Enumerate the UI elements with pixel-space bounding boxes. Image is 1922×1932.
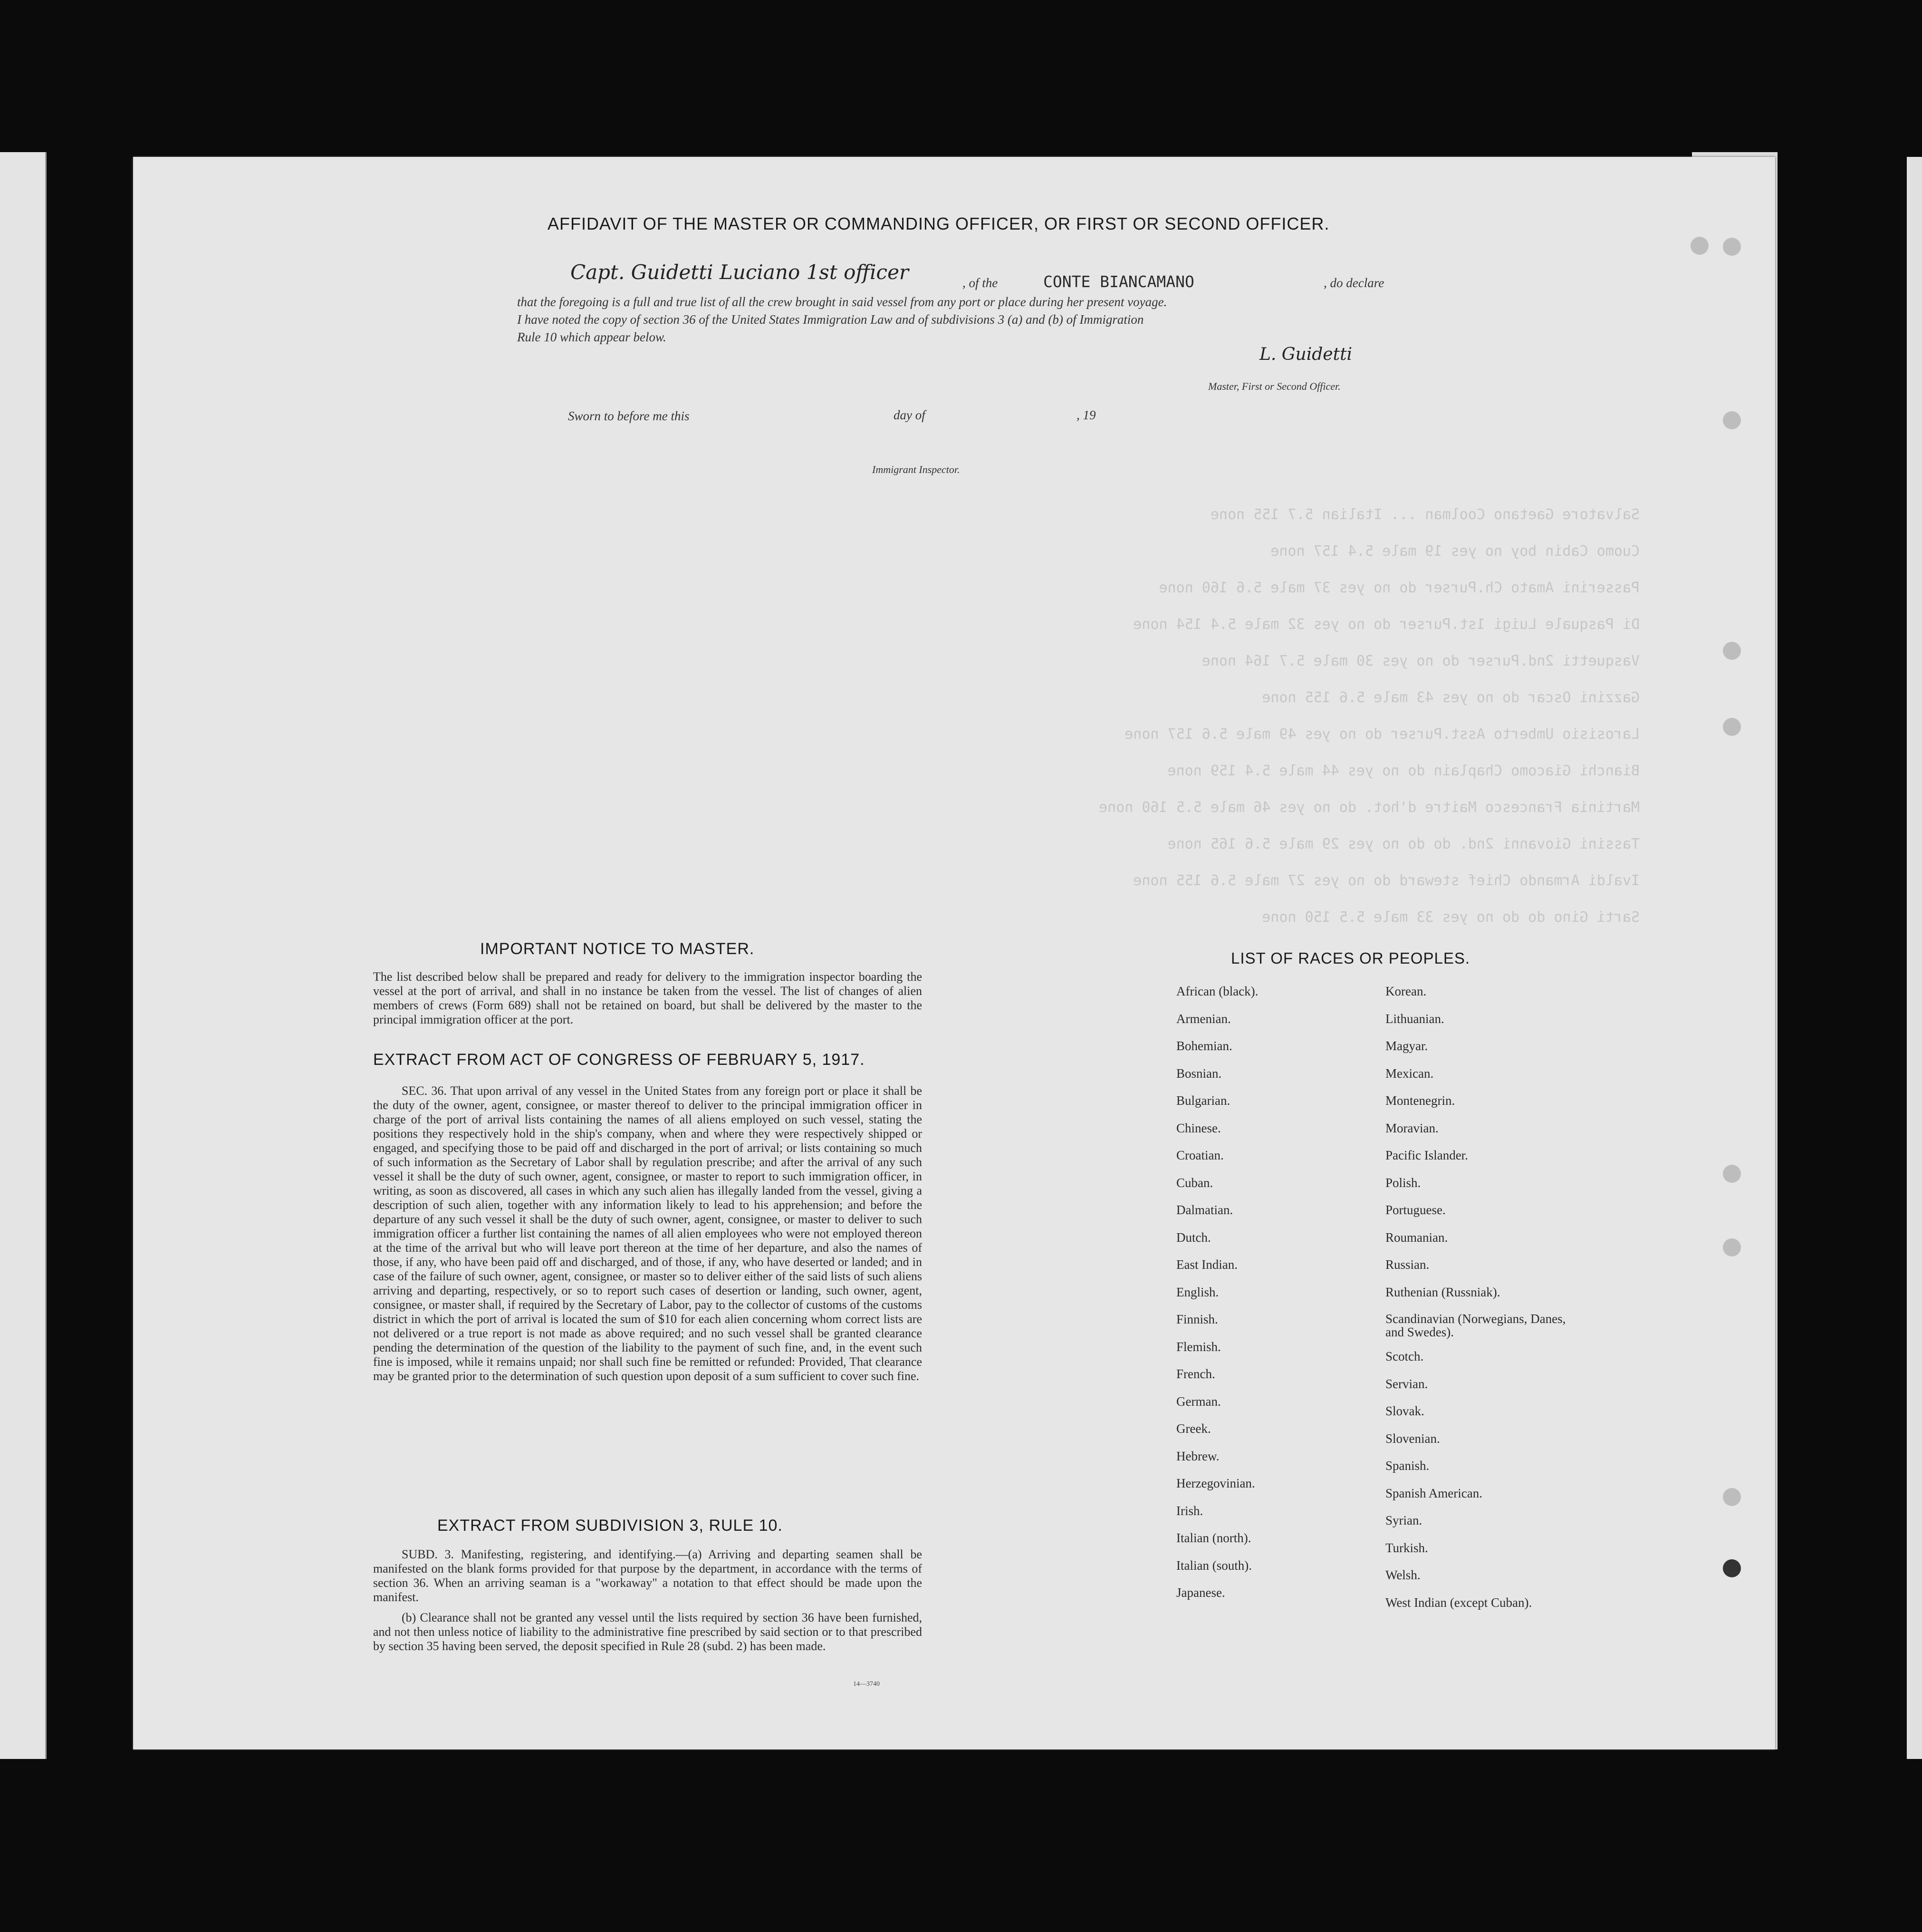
race-entry: Finnish.	[1176, 1312, 1218, 1326]
race-entry: West Indian (except Cuban).	[1385, 1595, 1532, 1610]
race-entry: Ruthenian (Russniak).	[1385, 1285, 1500, 1299]
race-entry: Roumanian.	[1385, 1230, 1448, 1245]
race-entry: Moravian.	[1385, 1121, 1439, 1135]
ship-name: CONTE BIANCAMANO	[1043, 272, 1194, 291]
punch-hole	[1723, 642, 1741, 660]
race-entry: Japanese.	[1176, 1585, 1225, 1600]
race-entry: Italian (north).	[1176, 1531, 1251, 1545]
race-entry: Irish.	[1176, 1503, 1203, 1518]
race-entry: Cuban.	[1176, 1175, 1213, 1190]
race-entry: Hebrew.	[1176, 1449, 1220, 1463]
race-entry: Spanish American.	[1385, 1486, 1482, 1500]
of-the-label: , of the	[962, 276, 998, 290]
race-entry: Montenegrin.	[1385, 1093, 1455, 1108]
race-entry: Bulgarian.	[1176, 1093, 1230, 1108]
affidavit-title: AFFIDAVIT OF THE MASTER OR COMMANDING OFFICER, OR FIRST OR SECOND OFFICER.	[548, 214, 1330, 233]
race-entry: Russian.	[1385, 1257, 1430, 1272]
punch-hole	[1723, 1238, 1741, 1256]
act-heading: EXTRACT FROM ACT OF CONGRESS OF FEBRUARY 5, 1917.	[373, 1051, 865, 1069]
bleed-through-row: Bianchi Giacomo Chaplain do no yes 44 male 5.4 159 none	[1167, 763, 1640, 779]
punch-hole	[1723, 1165, 1741, 1183]
race-entry: French.	[1176, 1367, 1215, 1381]
race-entry: Bohemian.	[1176, 1039, 1232, 1053]
bleed-through-row: Ivaldi Armando Chief steward do no yes 27 male 5.6 155 none	[1133, 872, 1640, 889]
year-label: , 19	[1076, 408, 1096, 422]
bleed-through-row: Di Pasquale Luigi 1st.Purser do no yes 32 male 5.4 154 none	[1133, 616, 1640, 633]
act-text: SEC. 36. That upon arrival of any vessel in the United States from any foreign port or place it shall be the duty of the owner, agent, consignee, or master thereof to deliver to the principal immigration officer in charge of the port of arrival lists containing the names of all aliens employed on such vessel, stating the positions they respectively hold in the ship's company, when and where they were respectively shipped or engaged, and specifying those to be paid off and discharged in the port of arrival; or lists containing so much of such information as the Secretary of Labor shall by regulation prescribe; and after the arrival of any such vessel it shall be the duty of such owner, agent, consignee, or master to report to such immigration officer, in writing, as soon as discovered, all cases in which any such alien has illegally landed from the vessel, giving a description of such alien, together with any information likely to lead to his apprehension; and before the departure of any such vessel it shall be the duty of such owner, agent, consignee, or master to deliver to such immigration officer a further list containing the names of all alien employees who were not employed thereon at the time of the arrival but who will leave port thereon at the time of her departure, and also the names of those, if any, who have been paid off and discharged, and of those, if any, who have deserted or landed; and in case of the failure of such owner, agent, consignee, or master so to deliver either of the said lists of such aliens arriving and departing, respectively, or so to report such cases of desertion or landing, such owner, agent, consignee, or master shall, if required by the Secretary of Labor, pay to the collector of customs of the customs district in which the port of arrival is located the sum of $10 for each alien concerning whom correct lists are not delivered or a true report is not made as above required; and no such vessel shall be granted clearance pending the determination of the question of the liability to the payment of such fine, and, in the event such fine is imposed, while it remains unpaid; nor shall such fine be remitted or refunded: Provided, That clearance may be granted prior to the determination of such question upon deposit of a sum sufficient to cover such fine.	[373, 1084, 922, 1383]
race-entry: Chinese.	[1176, 1121, 1221, 1135]
affidavit-line-3: Rule 10 which appear below.	[517, 330, 666, 344]
punch-hole	[1723, 1559, 1741, 1577]
adjacent-page-right	[1907, 157, 1922, 1759]
bleed-through-row: Passerini Amato Ch.Purser do no yes 37 male 5.6 160 none	[1159, 580, 1640, 596]
rule-para-b: (b) Clearance shall not be granted any vessel until the lists required by section 36 have been furnished, and not then unless notice of liability to the administrative fine prescribed by said section or to that prescribed by section 35 having been served, the deposit specified in Rule 28 (subd. 2) has been made.	[373, 1611, 922, 1653]
punch-hole	[1723, 718, 1741, 736]
sworn-label: Sworn to before me this	[568, 409, 690, 423]
race-entry: East Indian.	[1176, 1257, 1238, 1272]
race-entry: Scotch.	[1385, 1349, 1424, 1363]
punch-hole	[1723, 1488, 1741, 1506]
race-entry: German.	[1176, 1394, 1221, 1409]
race-entry: Dutch.	[1176, 1230, 1211, 1245]
race-entry: Bosnian.	[1176, 1066, 1222, 1081]
do-declare-label: , do declare	[1324, 276, 1384, 290]
race-entry: Slovak.	[1385, 1404, 1424, 1418]
punch-hole	[1723, 238, 1741, 256]
rule-para-a: SUBD. 3. Manifesting, registering, and identifying.—(a) Arriving and departing seamen shall be manifested on the blank forms provided for that purpose by the department, in accordance with the terms of section 36. When an arriving seaman is a "workaway" a notation to that effect should be made upon the manifest.	[373, 1547, 922, 1604]
rule-heading: EXTRACT FROM SUBDIVISION 3, RULE 10.	[437, 1517, 783, 1535]
bleed-through-row: Vasquetti 2nd.Purser do no yes 30 male 5.7 164 none	[1201, 653, 1640, 669]
bleed-through-row: Sarti Gino do do no yes 33 male 5.5 150 none	[1262, 909, 1640, 926]
race-entry: Scandinavian (Norwegians, Danes, and Swedes).	[1385, 1312, 1566, 1339]
bleed-through-row: Tassini Giovanni 2nd. do do no yes 29 male 5.6 165 none	[1167, 836, 1640, 852]
race-entry: Armenian.	[1176, 1011, 1231, 1026]
race-entry: Welsh.	[1385, 1568, 1421, 1582]
master-signature: L. Guidetti	[1259, 345, 1353, 364]
bleed-through-row: Salvatore Gaetano Coolman ... Italian 5.7 155 none	[1210, 506, 1640, 523]
bleed-through-row: Larosisio Umberto Asst.Purser do no yes 49 male 5.6 157 none	[1124, 726, 1640, 743]
notice-heading: IMPORTANT NOTICE TO MASTER.	[480, 940, 755, 958]
bleed-through-row: Martinia Francesco Maitre d'hot. do no yes 46 male 5.5 160 none	[1099, 799, 1640, 816]
race-entry: Greek.	[1176, 1421, 1211, 1436]
crew-list-page	[133, 157, 1775, 1749]
races-heading: LIST OF RACES OR PEOPLES.	[1231, 949, 1470, 967]
form-number: 14—3740	[853, 1681, 880, 1688]
race-entry: Croatian.	[1176, 1148, 1224, 1162]
race-entry: English.	[1176, 1285, 1219, 1299]
notice-text: The list described below shall be prepared and ready for delivery to the immigration inspector boarding the vessel at the port of arrival, and shall in no instance be taken from the vessel. The list of changes of alien members of crews (Form 689) shall not be retained on board, but shall be delivered by the master to the principal immigration officer at the port.	[373, 970, 922, 1026]
race-entry: Dalmatian.	[1176, 1203, 1233, 1217]
race-entry: Magyar.	[1385, 1039, 1428, 1053]
inspector-caption: Immigrant Inspector.	[872, 464, 960, 475]
race-entry: Polish.	[1385, 1175, 1421, 1190]
affidavit-line-1: that the foregoing is a full and true list of all the crew brought in said vessel from any port or place during her present voyage.	[517, 295, 1167, 309]
race-entry: Italian (south).	[1176, 1558, 1252, 1573]
signature-caption: Master, First or Second Officer.	[1208, 380, 1341, 392]
officer-signature-handwritten: Capt. Guidetti Luciano 1st officer	[570, 261, 909, 284]
race-entry: Turkish.	[1385, 1540, 1428, 1555]
race-entry: Korean.	[1385, 984, 1427, 998]
race-entry: Spanish.	[1385, 1459, 1430, 1473]
race-entry: Portuguese.	[1385, 1203, 1446, 1217]
punch-hole	[1723, 411, 1741, 429]
race-entry: Flemish.	[1176, 1339, 1221, 1354]
race-entry: Slovenian.	[1385, 1431, 1440, 1446]
day-of-label: day of	[894, 408, 925, 422]
race-entry: Pacific Islander.	[1385, 1148, 1468, 1162]
race-entry: Mexican.	[1385, 1066, 1434, 1081]
race-entry: Lithuanian.	[1385, 1011, 1444, 1026]
race-entry: Servian.	[1385, 1376, 1428, 1391]
affidavit-line-2: I have noted the copy of section 36 of the United States Immigration Law and of subdivisions 3 (a) and (b) of Immigration	[517, 312, 1144, 327]
bleed-through-row: Gazzini Oscar do no yes 43 male 5.6 155 none	[1262, 689, 1640, 706]
adjacent-page-left	[0, 152, 47, 1759]
race-entry: African (black).	[1176, 984, 1259, 998]
punch-hole	[1691, 237, 1709, 255]
race-entry: Syrian.	[1385, 1513, 1422, 1527]
bleed-through-row: Cuomo Cabin boy no yes 19 male 5.4 157 none	[1270, 543, 1640, 560]
race-entry: Herzegovinian.	[1176, 1476, 1255, 1490]
